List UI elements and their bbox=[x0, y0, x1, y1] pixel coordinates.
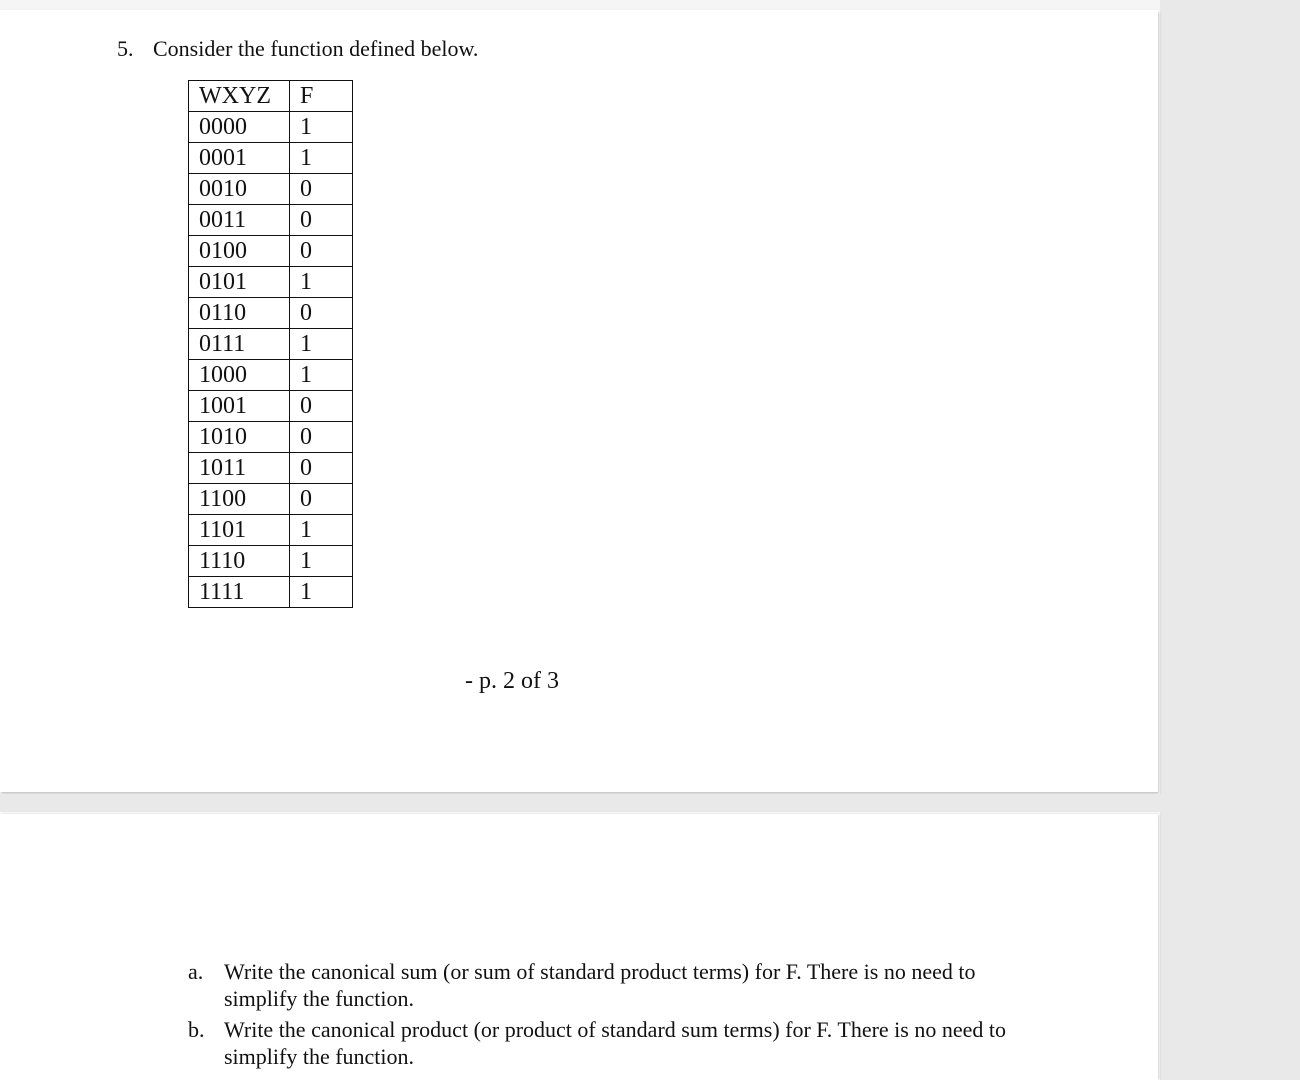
output-cell: 1 bbox=[290, 143, 353, 174]
subquestion-a bbox=[188, 958, 1038, 1012]
document-page-3 bbox=[0, 814, 1158, 1080]
input-cell: 1100 bbox=[189, 484, 290, 515]
output-cell: 0 bbox=[290, 236, 353, 267]
question-5 bbox=[117, 36, 478, 62]
output-cell: 1 bbox=[290, 515, 353, 546]
output-cell: 1 bbox=[290, 546, 353, 577]
subquestion-text: Write the canonical product (or product of standard sum terms) for F. There is no need to simplify the function. bbox=[224, 1017, 1006, 1069]
page-separator bbox=[0, 794, 1160, 812]
table-row bbox=[189, 298, 353, 329]
table-row bbox=[189, 236, 353, 267]
output-cell: 0 bbox=[290, 484, 353, 515]
table-row bbox=[189, 112, 353, 143]
header-wxyz: WXYZ bbox=[189, 81, 290, 112]
input-cell: 0111 bbox=[189, 329, 290, 360]
input-cell: 0100 bbox=[189, 236, 290, 267]
table-row bbox=[189, 360, 353, 391]
viewer-top-strip bbox=[0, 0, 1300, 10]
output-cell: 0 bbox=[290, 391, 353, 422]
input-cell: 1001 bbox=[189, 391, 290, 422]
input-cell: 0000 bbox=[189, 112, 290, 143]
table-row bbox=[189, 143, 353, 174]
table-row bbox=[189, 329, 353, 360]
output-cell: 0 bbox=[290, 422, 353, 453]
table-row bbox=[189, 174, 353, 205]
table-row bbox=[189, 515, 353, 546]
table-row bbox=[189, 577, 353, 608]
output-cell: 0 bbox=[290, 298, 353, 329]
input-cell: 1010 bbox=[189, 422, 290, 453]
input-cell: 0001 bbox=[189, 143, 290, 174]
output-cell: 0 bbox=[290, 453, 353, 484]
output-cell: 1 bbox=[290, 267, 353, 298]
document-page-2 bbox=[0, 10, 1158, 792]
output-cell: 1 bbox=[290, 360, 353, 391]
input-cell: 0101 bbox=[189, 267, 290, 298]
output-cell: 1 bbox=[290, 577, 353, 608]
table-row bbox=[189, 546, 353, 577]
page-number-footer: - p. 2 of 3 bbox=[465, 668, 559, 694]
subquestion-letter: a. bbox=[188, 959, 204, 984]
subquestion-text: Write the canonical sum (or sum of standard product terms) for F. There is no need to simplify the function. bbox=[224, 959, 976, 1011]
table-row bbox=[189, 267, 353, 298]
input-cell: 1000 bbox=[189, 360, 290, 391]
input-cell: 1011 bbox=[189, 453, 290, 484]
viewer-side-gutter bbox=[1160, 0, 1300, 1080]
question-text: Consider the function defined below. bbox=[153, 36, 479, 61]
output-cell: 1 bbox=[290, 329, 353, 360]
table-row bbox=[189, 205, 353, 236]
output-cell: 0 bbox=[290, 174, 353, 205]
output-cell: 0 bbox=[290, 205, 353, 236]
truth-table bbox=[188, 80, 353, 608]
subquestion-letter: b. bbox=[188, 1017, 205, 1042]
table-row bbox=[189, 422, 353, 453]
table-row bbox=[189, 391, 353, 422]
subquestion-b bbox=[188, 1016, 1038, 1070]
input-cell: 1110 bbox=[189, 546, 290, 577]
question-number: 5. bbox=[117, 36, 134, 61]
truth-table-header-row bbox=[189, 81, 353, 112]
header-f: F bbox=[290, 81, 353, 112]
input-cell: 0110 bbox=[189, 298, 290, 329]
input-cell: 1111 bbox=[189, 577, 290, 608]
input-cell: 1101 bbox=[189, 515, 290, 546]
table-row bbox=[189, 484, 353, 515]
input-cell: 0010 bbox=[189, 174, 290, 205]
table-row bbox=[189, 453, 353, 484]
output-cell: 1 bbox=[290, 112, 353, 143]
input-cell: 0011 bbox=[189, 205, 290, 236]
